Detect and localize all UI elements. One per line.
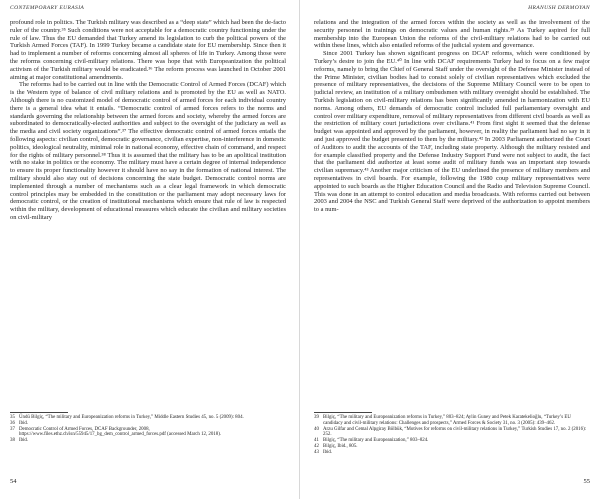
paragraph: The reforms had to be carried out in line with the Democratic Control of Armed Forces (DCAF) which is the Western type of balance of civil military relations and is promoted by the EU as well as NATO. Although there is no customized model of democratic control of armed forces for each individual country there is a general idea what it entails. “Democratic control of armed forces refers to the norms and standards governing the relationship between the armed forces and society, whereby the armed forces are subordinated to democratically-elected authorities and subject to the oversight of the judiciary as well as the media and civil society organizations”.³⁷ The effective democratic control of armed forces entails the following aspects: civilian control, democratic governance, civilian expertise, non-interference in domestic politics, ideological neutrality, minimal role in national economy, effective chain of command, and respect for the rights of military personnel.³⁸ Thus it is assumed that the military has to be an apolitical institution with no stake in politics or the economy. The military must have a certain degree of internal independence to ensure its proper functionality however it should have no say in the formation of national interest. The military should also stay out of decisions concerning the state budget. Democratic control norms are implemented through a number of mechanisms such as a clear legal framework in which democratic control principles may be embedded in the constitution or the parliament may adopt necessary laws for democratic control, or the creation of institutional mechanisms which ensure that rule of law is respected within the military, development of educational measures which educate the civilian and military societies on civil-military — [10, 81, 286, 221]
footnote-rule — [314, 412, 372, 413]
right-page — [300, 0, 600, 499]
body-text — [10, 19, 286, 222]
footnotes — [10, 415, 286, 444]
running-head: CONTEMPORARY EURASIA — [10, 5, 85, 11]
footnote-number: 40 — [314, 426, 319, 432]
footnote-number: 39 — [314, 415, 319, 420]
footnote-number: 38 — [10, 438, 15, 444]
page-number: 54 — [10, 478, 17, 485]
footnote-rule — [10, 412, 68, 413]
footnote-text: Ündü Bilgiç, “The military and Europeanization reforms in Turkey,” Middle Eastern Studies 45, no. 5 (2009): 804. — [19, 415, 244, 420]
page-number: 55 — [583, 478, 590, 485]
footnote-text: Ibid. — [323, 449, 333, 455]
footnote-text: Bilgiç, “The military and Europeanization,” 803–824. — [323, 438, 429, 444]
paragraph: profound role in politics. The Turkish military was described as a “deep state” which had been the de-facto ruler of the country.³⁵ Such conditions were not acceptable for a democratic country functioning under the rule of law. Thus the EU demanded that Turkey amend its legislation to curb the political powers of the Turkish Armed Forces (TAF). In 1999 Turkey became a candidate state for EU membership. Since then it had to implement a number of reforms concerning almost all spheres of life in Turkey. Among those were the reforms concerning civil-military relations. There was hope that with Europeanization the political activism of the Turkish military would be eradicated.³⁶ The reform process was launched in October 2001 aiming at major constitutional amendments. — [10, 19, 286, 81]
running-head: HRANUSH DERMOYAN — [528, 5, 590, 11]
footnote-number: 41 — [314, 438, 319, 444]
footnote-number: 37 — [10, 426, 15, 432]
footnote-number: 42 — [314, 443, 319, 449]
footnote-number: 36 — [10, 420, 15, 426]
footnote-text: Democratic Control of Armed Forces, DCAF Backgrounder, 2008, https://www.files.ethz.ch/isn/55945/17_bg_dem_control_armed_forces.pdf (accessed March 12, 2018). — [19, 426, 222, 438]
footnote — [314, 450, 590, 456]
gutter-divider — [299, 0, 300, 499]
footnote — [10, 427, 286, 439]
paragraph: Since 2001 Turkey has shown significant progress on DCAF reforms, which were conditioned by Turkey’s desire to join the EU.⁴⁰ In line with DCAF requirements Turkey had to focus on a few major reforms, namely to bring the Chief of General Staff under the oversight of the Defense Minister instead of the Prime Minister, civilian bodies had to consist solely of civilian representatives which excluded the presence of military representatives, the decisions of the Supreme Military Council were to be open to judicial review, an institution of a military ombudsmen with military oversight should be established. The Turkish legislation on civil-military relations has been significantly amended in harmonization with EU norms. Among others, EU demands of democratic control included full parliamentary oversight and control over military expenditure, removal of military representatives from different civil boards as well as the restriction of military court jurisdictions over civilians.⁴¹ From first sight it seemed that the defense budget was appointed and approved by the parliament, however, in reality the parliament had no say in it and just approved the budget presented to them by the military.⁴² In 2003 Parliament authorized the Court of Auditors to audit the accounts of the TAF, including state property. Although the military resisted and for example classified property and the Defense Industry Support Fund were not subject to audit, the fact that the parliament did authorize at least some audit of military funds was an important step towards civilian supremacy.⁴³ Another major criticism of the EU underlined the presence of military members and representatives in civil boards. For example, following the 1980 coup military representatives were appointed to such boards as the Higher Education Council and the Radio and Television Supreme Council. This was done in an attempt to control education and media broadcasts. With reforms carried out between 2003 and 2004 the NSC and Turkish General Staff were deprived of the authorization to appoint members to a num- — [314, 50, 590, 214]
body-text — [314, 19, 590, 214]
footnote — [10, 438, 286, 444]
footnote-text: Ibid. — [19, 420, 29, 426]
footnote-text: Bilgiç, “The military and Europeanization reforms in Turkey,” 803–824; Aylin Guney and Petek Karatekelioğlu, “Turkey’s EU candidacy and civil-military relations: Challenges and prospects,” Armed Forces & Society 31, no. 3 (2005): 439–462. — [323, 415, 571, 426]
footnote — [314, 427, 590, 439]
footnote-text: Ibid. — [19, 438, 29, 444]
paragraph: relations and the integration of the armed forces within the society as well as the involvement of the security personnel in trainings on democratic values and human rights.³⁹ As Turkey aspired for full membership into the European Union the reforms of the civil-military relations had to be carried out within these lines, which also entailed reforms of the judicial system and governance. — [314, 19, 590, 50]
footnotes — [314, 415, 590, 456]
footnote — [314, 415, 590, 427]
footnote-text: Bilgiç, Ibid., 805. — [323, 443, 358, 449]
footnote-number: 43 — [314, 449, 319, 455]
footnote-number: 35 — [10, 415, 15, 420]
footnote-text: Arzu Gilfar and Cemal Alpgiray Bölbük, “Motives for reforms on civil-military relations in Turkey,” Turkish Studies 17, no. 2 (2016): 252. — [323, 426, 587, 438]
